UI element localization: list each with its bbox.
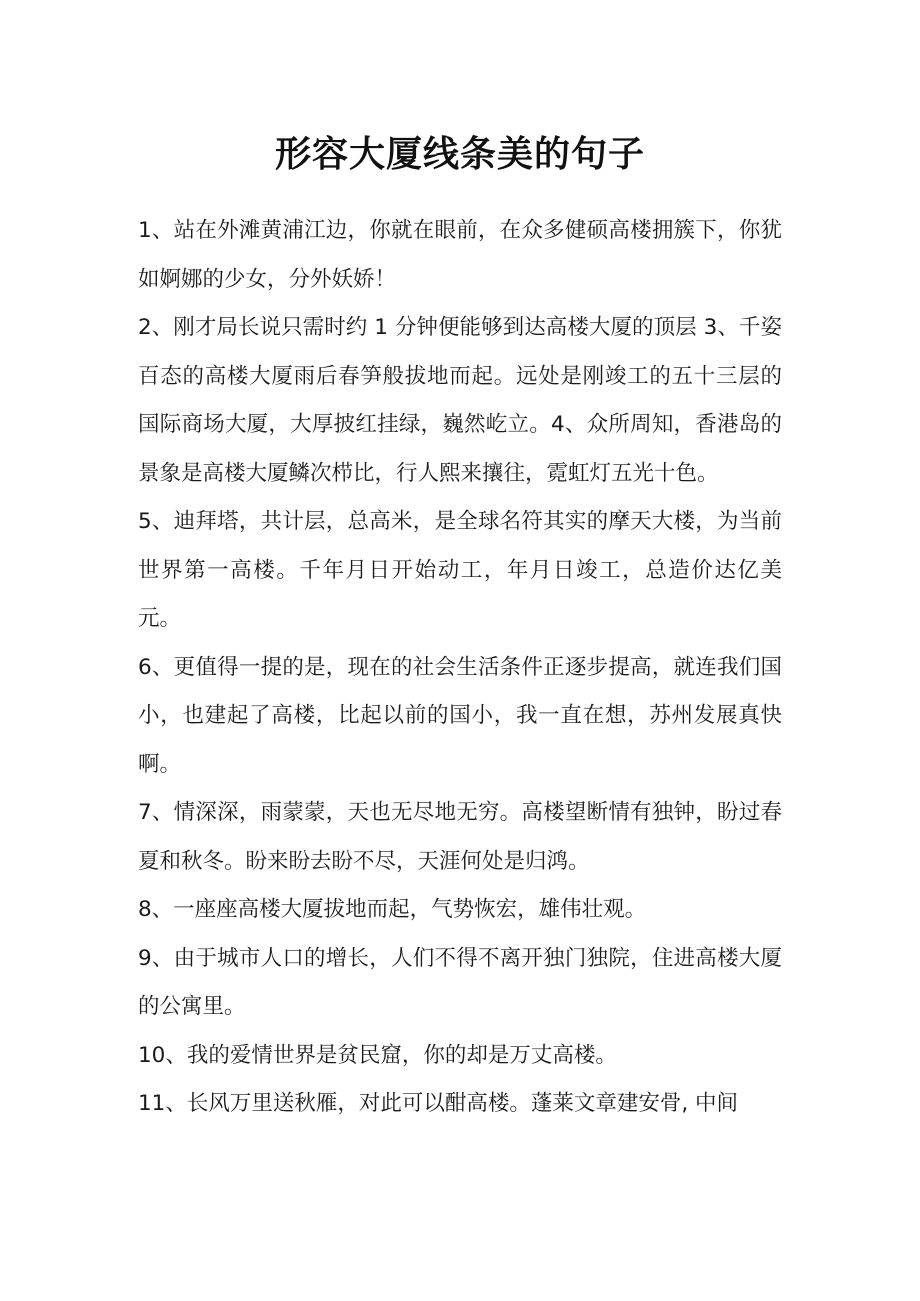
paragraph-2: 2、刚才局长说只需时约 1 分钟便能够到达高楼大厦的顶层 3、千姿百态的高楼大厦雨后春笋般拔地而起。远处是刚竣工的五十三层的国际商场大厦，大厚披红挂绿，巍然屹立。4、众所周知，香港岛的景象是高楼大厦鳞次栉比，行人熙来攘往，霓虹灯五光十色。 [138,315,782,486]
paragraph-5: 7、情深深，雨蒙蒙，天也无尽地无穷。高楼望断情有独钟，盼过春夏和秋冬。盼来盼去盼不尽，天涯何处是归鸿。 [138,800,782,874]
paragraph-8: 10、我的爱情世界是贫民窟，你的却是万丈高楼。 [138,1042,617,1068]
paragraph-9: 11、长风万里送秋雁，对此可以酣高楼。蓬莱文章建安骨, 中间 [138,1091,739,1116]
paragraph-3: 5、迪拜塔，共计层，总高米，是全球名符其实的摩天大楼，为当前世界第一高楼。千年月日开始动工，年月日竣工，总造价达亿美元。 [138,509,782,631]
paragraph-6: 8、一座座高楼大厦拔地而起，气势恢宏，雄伟壮观。 [138,897,647,922]
paragraph-7: 9、由于城市人口的增长，人们不得不离开独门独院，住进高楼大厦的公寓里。 [138,945,782,1019]
document-title: 形容大厦线条美的句子 [274,133,645,176]
paragraph-1: 1、站在外滩黄浦江边，你就在眼前，在众多健硕高楼拥簇下，你犹如婀娜的少女，分外妖娇！ [138,218,782,292]
document-body [138,207,782,1129]
paragraph-4: 6、更值得一提的是，现在的社会生活条件正逐步提高，就连我们国小，也建起了高楼，比起以前的国小，我一直在想，苏州发展真快啊。 [138,654,782,777]
